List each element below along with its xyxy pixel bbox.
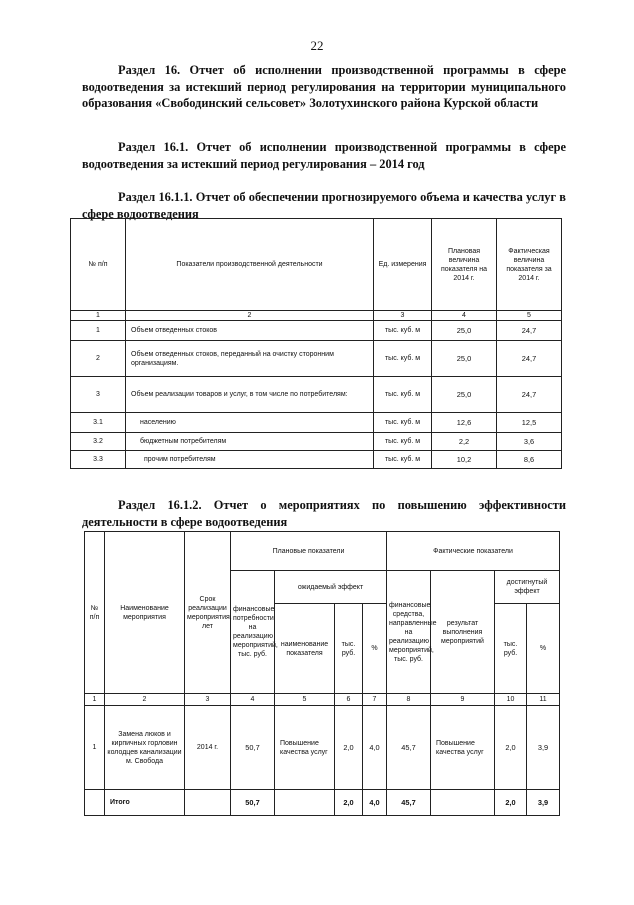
header-fact-funding: финансовые средства, направленные на реализацию мероприятий, тыс. руб. <box>387 571 431 694</box>
row-name: Объем отведенных стоков, переданный на очистку сторонним организациям. <box>126 341 374 377</box>
header-indicator-name: наименование показателя <box>275 604 335 694</box>
row-num: 1 <box>85 706 105 790</box>
table-row <box>71 341 562 377</box>
header-percent: % <box>363 604 387 694</box>
page-number: 22 <box>310 38 324 53</box>
column-number: 10 <box>495 694 527 706</box>
column-number: 7 <box>363 694 387 706</box>
header-indicator: Показатели производственной деятельности <box>126 219 374 311</box>
table-row <box>85 706 560 790</box>
row-fact: 24,7 <box>497 377 562 413</box>
header-result: результат выполнения мероприятий <box>431 571 495 694</box>
row-unit: тыс. куб. м <box>374 413 432 433</box>
total-achieved-rub: 2,0 <box>495 790 527 816</box>
row-measure-name: Замена люков и кирпичных горловин колодцев канализации м. Свобода <box>105 706 185 790</box>
row-achieved-rub: 2,0 <box>495 706 527 790</box>
efficiency-measures-table <box>84 531 560 816</box>
header-measure-name: Наименование мероприятия <box>105 532 185 694</box>
row-num: 3.2 <box>71 433 126 451</box>
total-achieved-pct: 3,9 <box>527 790 560 816</box>
row-num: 3.3 <box>71 451 126 469</box>
row-achieved-pct: 3,9 <box>527 706 560 790</box>
total-effect-name-cell <box>275 790 335 816</box>
column-number: 3 <box>374 311 432 321</box>
header-thousand-rub: тыс. руб. <box>335 604 363 694</box>
table-row <box>71 413 562 433</box>
column-number: 2 <box>105 694 185 706</box>
header-plan-group: Плановые показатели <box>231 532 387 571</box>
column-number: 1 <box>71 311 126 321</box>
column-number: 3 <box>185 694 231 706</box>
row-fact: 12,5 <box>497 413 562 433</box>
table-row <box>71 377 562 413</box>
header-num: № п/п <box>85 532 105 694</box>
table-row <box>71 321 562 341</box>
header-num: № п/п <box>71 219 126 311</box>
row-fact: 8,6 <box>497 451 562 469</box>
row-plan: 10,2 <box>432 451 497 469</box>
header-plan-funding: финансовые потребности на реализацию мероприятий, тыс. руб. <box>231 571 275 694</box>
row-name: прочим потребителям <box>126 451 374 469</box>
total-effect-pct: 4,0 <box>363 790 387 816</box>
total-term-cell <box>185 790 231 816</box>
column-number: 5 <box>497 311 562 321</box>
row-name: населению <box>126 413 374 433</box>
column-number: 2 <box>126 311 374 321</box>
total-plan-funding: 50,7 <box>231 790 275 816</box>
total-effect-rub: 2,0 <box>335 790 363 816</box>
row-unit: тыс. куб. м <box>374 433 432 451</box>
row-unit: тыс. куб. м <box>374 341 432 377</box>
row-unit: тыс. куб. м <box>374 451 432 469</box>
row-effect-pct: 4,0 <box>363 706 387 790</box>
section-16-1-1-heading: Раздел 16.1.1. Отчет об обеспечении прогнозируемого объема и качества услуг в сфере водоотведения <box>82 190 566 221</box>
header-unit: Ед. измерения <box>374 219 432 311</box>
row-num: 1 <box>71 321 126 341</box>
table-row <box>71 433 562 451</box>
row-fact: 24,7 <box>497 321 562 341</box>
column-number-row <box>85 694 560 706</box>
header-expected-effect: ожидаемый эффект <box>275 571 387 604</box>
row-term: 2014 г. <box>185 706 231 790</box>
column-number: 4 <box>231 694 275 706</box>
row-plan: 2,2 <box>432 433 497 451</box>
table-header-row <box>71 219 562 311</box>
row-plan-funding: 50,7 <box>231 706 275 790</box>
section-16-heading: Раздел 16. Отчет об исполнении производственной программы в сфере водоотведения за истекший период регулирования на территории муниципального образования «Свободинский сельсовет» Золотухинского района Курской области <box>82 63 566 110</box>
row-fact: 3,6 <box>497 433 562 451</box>
table-row <box>71 451 562 469</box>
row-fact: 24,7 <box>497 341 562 377</box>
row-effect-name: Повышение качества услуг <box>275 706 335 790</box>
column-number: 4 <box>432 311 497 321</box>
row-name: бюджетным потребителям <box>126 433 374 451</box>
column-number: 6 <box>335 694 363 706</box>
column-number: 1 <box>85 694 105 706</box>
table-header-row <box>85 532 560 571</box>
row-name: Объем отведенных стоков <box>126 321 374 341</box>
row-plan: 25,0 <box>432 341 497 377</box>
row-fact-funding: 45,7 <box>387 706 431 790</box>
header-planned: Плановая величина показателя на 2014 г. <box>432 219 497 311</box>
header-achieved-effect: достигнутый эффект <box>495 571 560 604</box>
header-fact-group: Фактические показатели <box>387 532 560 571</box>
row-plan: 25,0 <box>432 321 497 341</box>
row-num: 2 <box>71 341 126 377</box>
header-term: Срок реализации мероприятия, лет <box>185 532 231 694</box>
column-number: 5 <box>275 694 335 706</box>
row-num: 3 <box>71 377 126 413</box>
header-thousand-rub: тыс. руб. <box>495 604 527 694</box>
row-effect-rub: 2,0 <box>335 706 363 790</box>
row-plan: 12,6 <box>432 413 497 433</box>
total-row <box>85 790 560 816</box>
section-16-1-heading: Раздел 16.1. Отчет об исполнении производственной программы в сфере водоотведения за истекший период регулирования – 2014 год <box>82 140 566 171</box>
section-16-1-2-heading: Раздел 16.1.2. Отчет о мероприятиях по повышению эффективности деятельности в сфере водоотведения <box>82 498 566 529</box>
column-number: 11 <box>527 694 560 706</box>
total-fact-funding: 45,7 <box>387 790 431 816</box>
service-volume-table <box>70 218 562 469</box>
row-unit: тыс. куб. м <box>374 377 432 413</box>
total-num-cell <box>85 790 105 816</box>
row-num: 3.1 <box>71 413 126 433</box>
row-unit: тыс. куб. м <box>374 321 432 341</box>
row-name: Объем реализации товаров и услуг, в том числе по потребителям: <box>126 377 374 413</box>
total-label: Итого <box>105 790 185 816</box>
column-number: 8 <box>387 694 431 706</box>
row-plan: 25,0 <box>432 377 497 413</box>
header-actual: Фактическая величина показателя за 2014 г. <box>497 219 562 311</box>
header-percent: % <box>527 604 560 694</box>
row-result: Повышение качества услуг <box>431 706 495 790</box>
column-number-row <box>71 311 562 321</box>
column-number: 9 <box>431 694 495 706</box>
total-result-cell <box>431 790 495 816</box>
